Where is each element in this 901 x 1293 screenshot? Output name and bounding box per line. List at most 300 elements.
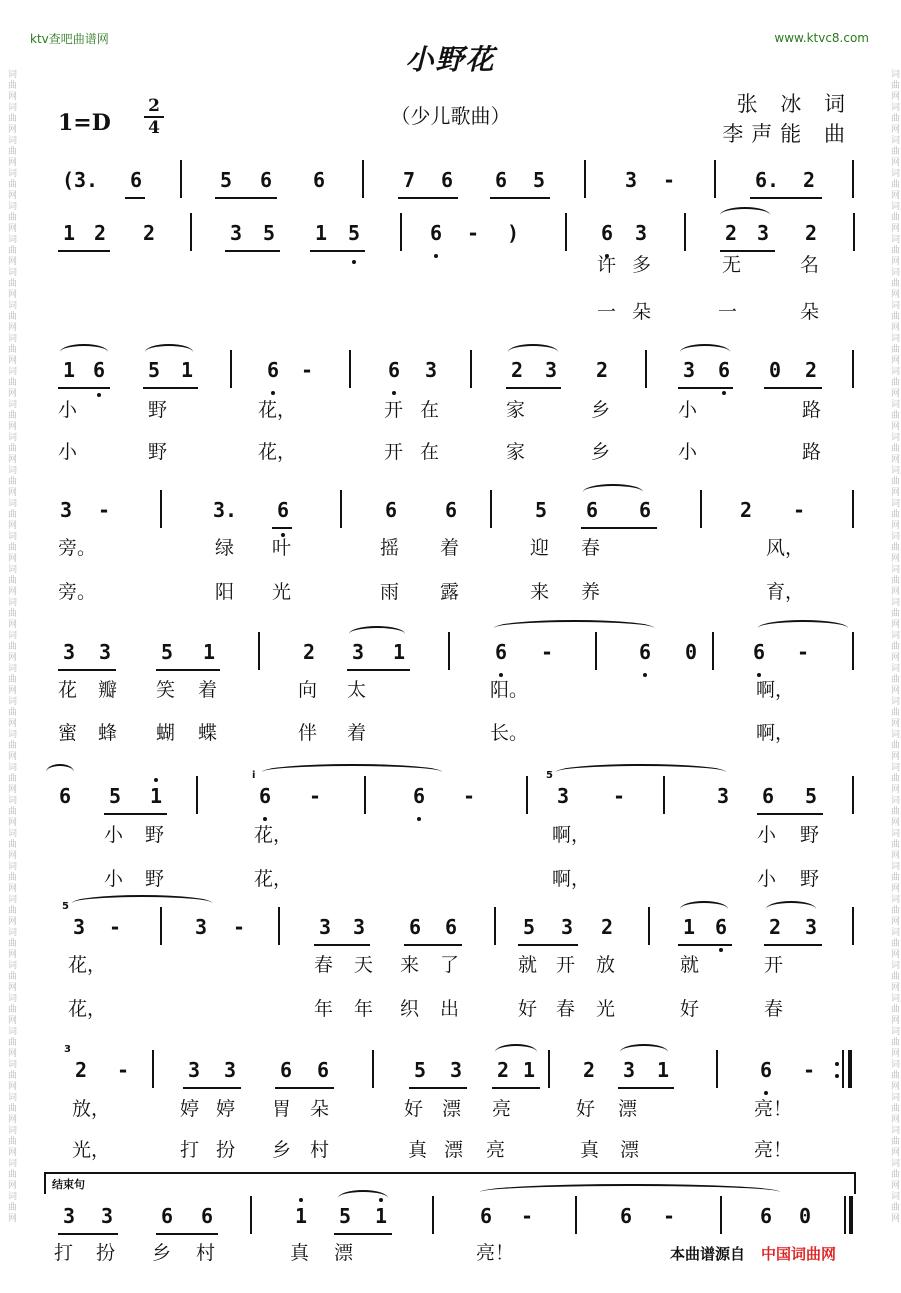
- barline: [548, 1050, 550, 1088]
- barline: [152, 1050, 154, 1088]
- underline: [764, 387, 822, 389]
- lyric: 着: [440, 537, 460, 559]
- lyric: 蝴: [156, 722, 176, 744]
- underline: [518, 944, 578, 946]
- lyric: 阳。: [490, 679, 529, 701]
- barline: [180, 160, 182, 198]
- lyric: 蜂: [98, 722, 118, 744]
- underline: [58, 1233, 118, 1235]
- note: 2: [302, 640, 316, 664]
- repeat-barline: [848, 1050, 852, 1088]
- underline: [506, 387, 561, 389]
- lyric: 迎: [530, 537, 550, 559]
- note: ): [506, 221, 520, 245]
- note: -: [662, 168, 676, 192]
- note: -: [792, 498, 806, 522]
- note: 2: [802, 168, 816, 192]
- lyric: 花，: [258, 441, 297, 463]
- lyric: 真: [290, 1242, 310, 1264]
- lyric: 乡: [591, 399, 611, 421]
- note: 6: [479, 1204, 493, 1228]
- barline: [714, 160, 716, 198]
- barline: [853, 213, 855, 251]
- note: 5: [338, 1204, 352, 1228]
- lyric: 花，: [254, 868, 293, 890]
- lyric: 放: [596, 954, 616, 976]
- lyric: 漂: [620, 1139, 640, 1161]
- note: 3: [318, 915, 332, 939]
- lyric: 村: [196, 1242, 216, 1264]
- source-label: 本曲谱源自: [670, 1245, 746, 1263]
- note: 1: [202, 640, 216, 664]
- lyric: 朵: [800, 301, 820, 323]
- note: 6: [440, 168, 454, 192]
- lyric: 花: [58, 679, 78, 701]
- lyric: 风，: [766, 537, 805, 559]
- lyric: 扮: [96, 1242, 116, 1264]
- note: 3: [624, 168, 638, 192]
- source-footer: [670, 1243, 836, 1264]
- underline: [581, 527, 657, 529]
- note: 5: [522, 915, 536, 939]
- note: 1: [314, 221, 328, 245]
- final-barline: [844, 1196, 846, 1234]
- lyric: 许: [597, 254, 617, 276]
- note: -: [540, 640, 554, 664]
- note: 1: [522, 1058, 536, 1082]
- lyric: 在: [420, 399, 440, 421]
- note: 0: [768, 358, 782, 382]
- note: 3: [449, 1058, 463, 1082]
- note: 6: [160, 1204, 174, 1228]
- barline: [852, 776, 854, 814]
- underline: [58, 387, 110, 389]
- note: 3: [716, 784, 730, 808]
- lyric: 雨: [380, 581, 400, 603]
- note: 6: [717, 358, 731, 382]
- note: 5: [532, 168, 546, 192]
- note: 6: [444, 498, 458, 522]
- lyric: 摇: [380, 537, 400, 559]
- lyrics-row-2-verse-1: [0, 250, 901, 276]
- note: -: [300, 358, 314, 382]
- lyrics-row-4-verse-1: [0, 533, 901, 559]
- note: 5: [160, 640, 174, 664]
- note: -: [802, 1058, 816, 1082]
- underline: [398, 197, 458, 199]
- underline: [757, 813, 823, 815]
- barline: [700, 490, 702, 528]
- note: 2: [582, 1058, 596, 1082]
- barline: [716, 1050, 718, 1088]
- note: -: [612, 784, 626, 808]
- note: 1: [180, 358, 194, 382]
- note: 6: [752, 640, 766, 664]
- barline: [526, 776, 528, 814]
- lyrics-row-7-verse-1: [0, 950, 901, 976]
- lyric: 开: [384, 399, 404, 421]
- lyric: 一: [718, 301, 738, 323]
- note: 6: [759, 1058, 773, 1082]
- source-site-link[interactable]: 中国词曲网: [761, 1245, 837, 1263]
- lyric: 乡: [591, 441, 611, 463]
- note: 3: [804, 915, 818, 939]
- lyric: 伴: [298, 722, 318, 744]
- note: -: [116, 1058, 130, 1082]
- grace-note: 5: [546, 770, 553, 781]
- lyric: 旁。: [58, 537, 97, 559]
- site-link-left[interactable]: ktv查吧曲谱网: [30, 32, 109, 46]
- note: 3: [634, 221, 648, 245]
- note: 2: [595, 358, 609, 382]
- note: 6: [129, 168, 143, 192]
- underline: [156, 1233, 218, 1235]
- lyric: 蝶: [198, 722, 218, 744]
- lyric: 在: [420, 441, 440, 463]
- composer-credit: 李声能 曲: [722, 122, 853, 146]
- note: -: [466, 221, 480, 245]
- underline: [104, 813, 167, 815]
- note: 6: [714, 915, 728, 939]
- barline: [372, 1050, 374, 1088]
- lyric: 乡: [272, 1139, 292, 1161]
- lyric: 亮！: [754, 1139, 793, 1161]
- lyric: 太: [347, 679, 367, 701]
- slur: [556, 764, 726, 780]
- lyrics-row-7-verse-2: [0, 994, 901, 1020]
- barline: [575, 1196, 577, 1234]
- barline: [196, 776, 198, 814]
- note: 2: [739, 498, 753, 522]
- note: 2: [768, 915, 782, 939]
- note: 2: [724, 221, 738, 245]
- lyric: 小: [678, 441, 698, 463]
- note: 1: [294, 1204, 308, 1228]
- lyric: 了: [440, 954, 460, 976]
- underline: [678, 944, 732, 946]
- lyric: 漂: [618, 1098, 638, 1120]
- note: 6: [200, 1204, 214, 1228]
- barline: [160, 907, 162, 945]
- lyric: 年: [354, 998, 374, 1020]
- underline: [314, 944, 370, 946]
- note: 3: [59, 498, 73, 522]
- barline: [362, 160, 364, 198]
- slur: [480, 1184, 780, 1200]
- note: 3: [223, 1058, 237, 1082]
- note: -: [520, 1204, 534, 1228]
- meter-bottom: 4: [148, 118, 160, 138]
- grace-note: 3: [64, 1044, 71, 1055]
- slur: [758, 620, 848, 636]
- lyric: 亮: [492, 1098, 512, 1120]
- lyric: 小: [58, 441, 78, 463]
- lyric: 漂: [334, 1242, 354, 1264]
- note: 1: [656, 1058, 670, 1082]
- barline: [852, 632, 854, 670]
- lyric: 无: [722, 254, 742, 276]
- lyric: 光: [596, 998, 616, 1020]
- note: 6: [258, 784, 272, 808]
- lyric: 多: [632, 254, 652, 276]
- grace-note: i: [252, 770, 256, 781]
- barline: [595, 632, 597, 670]
- lyric: 向: [298, 679, 318, 701]
- note: 3: [622, 1058, 636, 1082]
- barline: [494, 907, 496, 945]
- note: 2: [496, 1058, 510, 1082]
- note: 3: [352, 915, 366, 939]
- lyric: 打: [180, 1139, 200, 1161]
- note: 6: [619, 1204, 633, 1228]
- note: 3: [72, 915, 86, 939]
- note: 6: [259, 168, 273, 192]
- barline: [565, 213, 567, 251]
- underline: [750, 197, 822, 199]
- lyricist-credit: 张 冰 词: [736, 92, 853, 116]
- note: 6: [316, 1058, 330, 1082]
- lyric: 年: [314, 998, 334, 1020]
- note: 0: [798, 1204, 812, 1228]
- note: 2: [510, 358, 524, 382]
- lyric: 花，: [254, 824, 293, 846]
- lyric: 啊，: [756, 679, 795, 701]
- lyric: 花，: [258, 399, 297, 421]
- lyric: 真: [580, 1139, 600, 1161]
- lyric: 婷: [180, 1098, 200, 1120]
- lyric: 小: [104, 824, 124, 846]
- song-title: 小野花: [405, 43, 496, 76]
- lyric: 名: [800, 254, 820, 276]
- lyric: 春: [556, 998, 576, 1020]
- lyric: 露: [440, 581, 460, 603]
- note: 1: [682, 915, 696, 939]
- note: (3.: [61, 168, 99, 192]
- lyric: 真: [408, 1139, 428, 1161]
- note: 3: [100, 1204, 114, 1228]
- lyric: 来: [400, 954, 420, 976]
- barline: [250, 1196, 252, 1234]
- note: 3: [194, 915, 208, 939]
- note: 5: [262, 221, 276, 245]
- note: 2: [93, 221, 107, 245]
- lyric: 绿: [215, 537, 235, 559]
- lyric: 漂: [442, 1098, 462, 1120]
- note: 3: [560, 915, 574, 939]
- note: -: [308, 784, 322, 808]
- lyric: 漂: [444, 1139, 464, 1161]
- note: 3: [98, 640, 112, 664]
- barline: [852, 907, 854, 945]
- note: 5: [804, 784, 818, 808]
- note: 1: [62, 358, 76, 382]
- lyric: 野: [148, 399, 168, 421]
- note: 6: [494, 640, 508, 664]
- barline: [663, 776, 665, 814]
- lyric: 朵: [632, 301, 652, 323]
- note: 6: [444, 915, 458, 939]
- underline: [492, 1087, 540, 1089]
- note: 1: [62, 221, 76, 245]
- lyric: 野: [145, 824, 165, 846]
- barline: [258, 632, 260, 670]
- note: 6: [279, 1058, 293, 1082]
- note: -: [232, 915, 246, 939]
- lyric: 花，: [68, 954, 107, 976]
- underline: [183, 1087, 241, 1089]
- repeat-barline: [842, 1050, 844, 1088]
- note: 6: [58, 784, 72, 808]
- underline: [490, 197, 550, 199]
- lyric: 养: [581, 581, 601, 603]
- note: 3: [229, 221, 243, 245]
- slur: [262, 764, 442, 780]
- note: 2: [142, 221, 156, 245]
- slur: [46, 764, 74, 780]
- lyric: 亮！: [754, 1098, 793, 1120]
- note: 5: [413, 1058, 427, 1082]
- lyrics-row-5-verse-1: [0, 675, 901, 701]
- note: 6: [494, 168, 508, 192]
- barline: [645, 350, 647, 388]
- note: 3: [187, 1058, 201, 1082]
- barline: [364, 776, 366, 814]
- barline: [584, 160, 586, 198]
- note: 6: [266, 358, 280, 382]
- lyric: 开: [764, 954, 784, 976]
- note: 6: [412, 784, 426, 808]
- note: 1: [374, 1204, 388, 1228]
- lyric: 家: [506, 441, 526, 463]
- note: -: [662, 1204, 676, 1228]
- note: -: [462, 784, 476, 808]
- barline: [230, 350, 232, 388]
- underline: [334, 1233, 392, 1235]
- lyric: 好: [518, 998, 538, 1020]
- note: 6: [387, 358, 401, 382]
- note: 5: [534, 498, 548, 522]
- lyric: 啊，: [756, 722, 795, 744]
- lyric: 放，: [72, 1098, 111, 1120]
- underline: [764, 944, 822, 946]
- lyric: 织: [400, 998, 420, 1020]
- lyric: 阳: [215, 581, 235, 603]
- barline: [278, 907, 280, 945]
- lyric: 小: [678, 399, 698, 421]
- lyric: 花，: [68, 998, 107, 1020]
- note: 2: [804, 358, 818, 382]
- lyric: 就: [680, 954, 700, 976]
- lyric: 亮: [486, 1139, 506, 1161]
- lyrics-row-5-verse-2: [0, 718, 901, 744]
- underline: [678, 387, 733, 389]
- lyric: 光: [272, 581, 292, 603]
- barline: [470, 350, 472, 388]
- lyric: 蜜: [58, 722, 78, 744]
- lyric: 啊，: [552, 868, 591, 890]
- ending-label: 结束句: [52, 1178, 85, 1191]
- lyric: 村: [310, 1139, 330, 1161]
- lyrics-row-3-verse-2: [0, 437, 901, 463]
- lyric: 春: [764, 998, 784, 1020]
- note: 6: [312, 168, 326, 192]
- lyric: 家: [506, 399, 526, 421]
- note: 1: [149, 784, 163, 808]
- lyric: 好: [404, 1098, 424, 1120]
- note: 5: [108, 784, 122, 808]
- lyric: 路: [802, 441, 822, 463]
- lyrics-row-3-verse-1: [0, 395, 901, 421]
- lyrics-row-6-verse-2: [0, 864, 901, 890]
- lyric: 好: [680, 998, 700, 1020]
- lyric: 胃: [272, 1098, 292, 1120]
- barline: [720, 1196, 722, 1234]
- barline: [190, 213, 192, 251]
- lyric: 育，: [766, 581, 805, 603]
- note: 6: [759, 1204, 773, 1228]
- barline: [852, 490, 854, 528]
- lyric: 开: [556, 954, 576, 976]
- song-subtitle: （少儿歌曲）: [390, 104, 511, 128]
- grace-note: 5: [62, 901, 69, 912]
- barline: [852, 350, 854, 388]
- note: 3: [756, 221, 770, 245]
- slur: [72, 895, 212, 911]
- note: 3: [424, 358, 438, 382]
- lyric: 就: [518, 954, 538, 976]
- note: 6: [638, 498, 652, 522]
- barline: [432, 1196, 434, 1234]
- lyric: 旁。: [58, 581, 97, 603]
- underline: [347, 669, 410, 671]
- lyrics-row-8-verse-1: [0, 1094, 901, 1120]
- lyric: 春: [581, 537, 601, 559]
- repeat-dot: [835, 1062, 839, 1066]
- lyric: 来: [530, 581, 550, 603]
- note: 6: [600, 221, 614, 245]
- side-watermark-right: 词曲网词曲网词曲网词曲网词曲网词曲网词曲网词曲网词曲网词曲网词曲网词曲网词曲网词曲网词曲网词曲网词曲网词曲网词曲网词曲网词曲网词曲网词曲网词曲网词曲网词曲网词曲网词曲网词曲网词曲网词曲网词曲网词曲网词曲网词曲网: [889, 69, 899, 1224]
- repeat-dot: [835, 1074, 839, 1078]
- lyric: 光，: [72, 1139, 111, 1161]
- barline: [448, 632, 450, 670]
- note: 6: [276, 498, 290, 522]
- lyrics-row-8-verse-2: [0, 1135, 901, 1161]
- barline: [400, 213, 402, 251]
- lyric: 扮: [216, 1139, 236, 1161]
- underline: [156, 669, 220, 671]
- lyric: 一: [597, 301, 617, 323]
- lyric: 啊，: [552, 824, 591, 846]
- lyric: 长。: [490, 722, 529, 744]
- underline: [272, 527, 292, 529]
- lyric: 小: [757, 868, 777, 890]
- note: 3: [556, 784, 570, 808]
- lyric: 春: [314, 954, 334, 976]
- note: 7: [402, 168, 416, 192]
- final-barline: [849, 1196, 853, 1234]
- barline: [852, 160, 854, 198]
- underline: [618, 1087, 674, 1089]
- barline: [160, 490, 162, 528]
- barline: [648, 907, 650, 945]
- upper-dot: [299, 1198, 303, 1202]
- site-link-right[interactable]: www.ktvc8.com: [774, 31, 869, 45]
- note: 6: [384, 498, 398, 522]
- side-watermark-left: 词曲网词曲网词曲网词曲网词曲网词曲网词曲网词曲网词曲网词曲网词曲网词曲网词曲网词曲网词曲网词曲网词曲网词曲网词曲网词曲网词曲网词曲网词曲网词曲网词曲网词曲网词曲网词曲网词曲网词曲网词曲网词曲网词曲网词曲网词曲网: [6, 69, 16, 1224]
- note: 5: [147, 358, 161, 382]
- barline: [340, 490, 342, 528]
- lyric: 好: [576, 1098, 596, 1120]
